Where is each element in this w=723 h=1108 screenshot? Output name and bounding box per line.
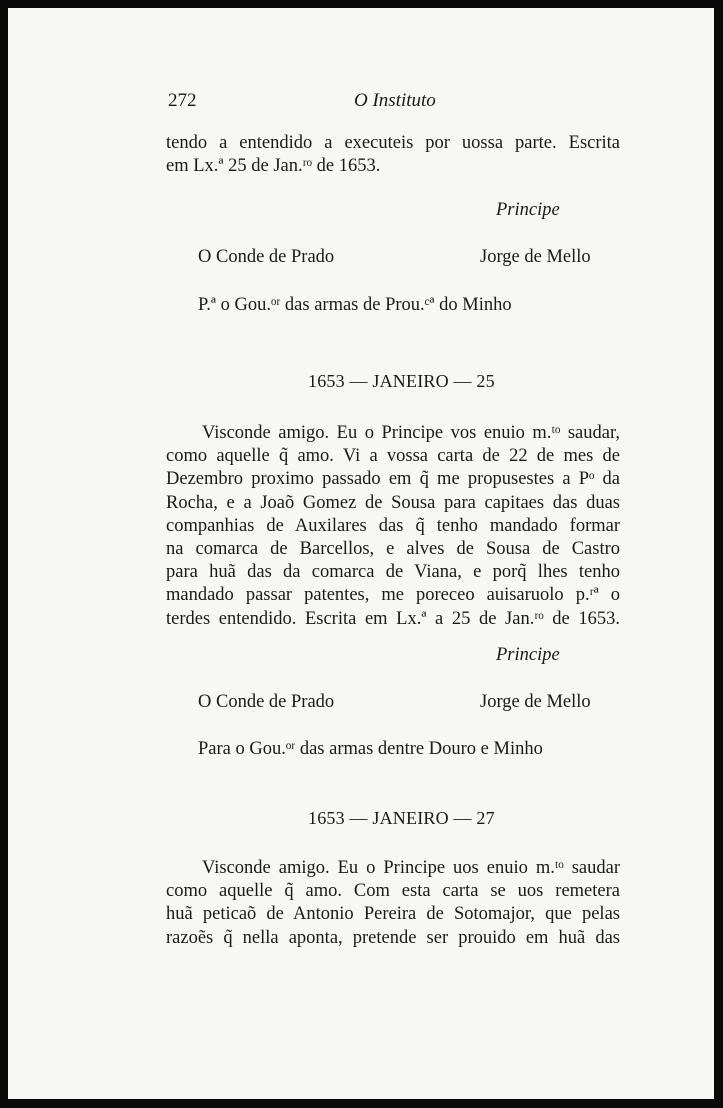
letter-date-heading: 1653 — JANEIRO — 25 (308, 371, 495, 391)
signatory-left: O Conde de Prado (198, 247, 335, 267)
text-line: como aquelle q̃ amo. Vi a vossa carta de 22 de mes de (166, 446, 620, 467)
text-line: na comarca de Barcellos, e alves de Sousa de Castro (166, 539, 620, 560)
signatory-right: Jorge de Mello (480, 692, 591, 712)
letter3-body (166, 857, 620, 950)
text-line: Dezembro proximo passado em q̃ me propusestes a Pᵒ da (166, 469, 620, 490)
text-line: mandado passar patentes, me poreceo auisaruolo p.ʳª o (166, 585, 620, 606)
text-line: tendo a entendido a executeis por uossa parte. Escrita (166, 133, 620, 153)
text-line: para huã das da comarca de Viana, e porq̃ lhes tenho (166, 562, 620, 583)
text-line: em Lx.ª 25 de Jan.ʳᵒ de 1653. (166, 156, 381, 177)
document-page (8, 8, 714, 1099)
letter1-body (166, 132, 620, 178)
signature-principe: Principe (496, 645, 560, 665)
signatory-right: Jorge de Mello (480, 247, 591, 267)
running-title: O Instituto (354, 90, 436, 111)
text-line: companhias de Auxilares das q̃ tenho mandado formar (166, 515, 620, 536)
text-line: razoẽs q̃ nella aponta, pretende ser prouido em huã das (166, 927, 620, 948)
letter2-body (166, 422, 620, 631)
recipient-line: P.ª o Gou.ᵒʳ das armas de Prou.ᶜª do Minho (198, 295, 512, 315)
signature-principe: Principe (496, 200, 560, 220)
recipient-line: Para o Gou.ᵒʳ das armas dentre Douro e Minho (198, 739, 543, 759)
text-line: terdes entendido. Escrita em Lx.ª a 25 de Jan.ʳᵒ de 1653. (166, 608, 620, 629)
text-line: Rocha, e a Joaõ Gomez de Sousa para capitaes das duas (166, 492, 620, 513)
page-number: 272 (168, 90, 197, 111)
text-line: Visconde amigo. Eu o Principe uos enuio m.ᵗᵒ saudar (202, 858, 620, 878)
text-line: huã peticaõ de Antonio Pereira de Sotomajor, que pelas (166, 904, 620, 925)
signatory-left: O Conde de Prado (198, 692, 335, 712)
text-line: como aquelle q̃ amo. Com esta carta se uos remetera (166, 881, 620, 902)
text-line: Visconde amigo. Eu o Principe vos enuio m.ᵗᵒ saudar, (202, 423, 620, 443)
letter-date-heading: 1653 — JANEIRO — 27 (308, 808, 495, 828)
